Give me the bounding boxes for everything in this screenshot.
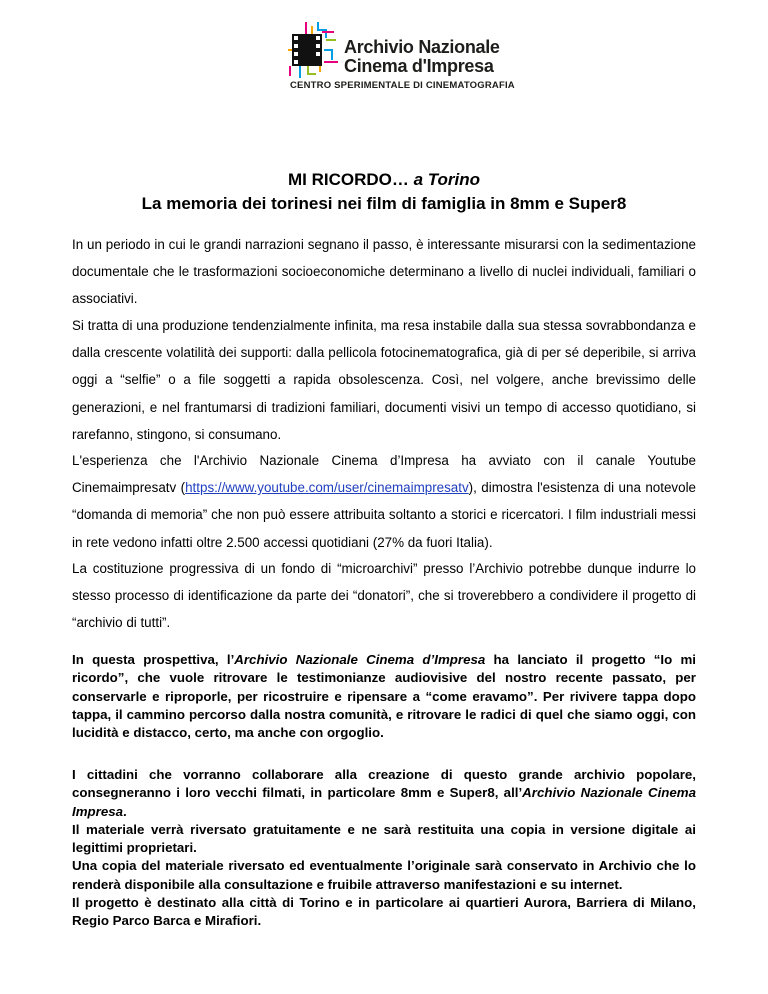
- paragraph-production: Si tratta di una produzione tendenzialmente infinita, ma resa instabile dalla sua stessa sovrabbondanza e dalla crescente volatilità dei supporti: dalla pellicola fotocinematografica, già di per sé deperibile, si arriva oggi a “selfie” o a file soggetti a rapida obsolescenza. Così, nel volgere, anche brevissimo delle generazioni, e nel frantumarsi di tradizioni familiari, documenti visivi un tempo di accesso quotidiano, si rarefanno, stingono, si consumano.: [72, 318, 696, 442]
- title-italic: a Torino: [413, 170, 481, 189]
- film-strip-logo-icon: [282, 20, 352, 80]
- project-after: ha lanciato il progetto “Io mi ricordo”, che vuole ritrovare le testimonianze audiovisive del nostro recente passato, per conservarle e riproporle, per ricostruire e ripensare a “come eravamo”. Per rivivere tappa dopo tappa, il cammino percorso dalla nostra comunità, e ritrovare le radici di quel che siamo oggi, con lucidità e distacco, certo, ma anche con orgoglio.: [72, 652, 696, 741]
- title-main: MI RICORDO…: [287, 170, 414, 189]
- paragraph-youtube-after: ), dimostra l'esistenza di una notevole “domanda di memoria” che non può essere attribuita soltanto a storici e ricercatori. I film industriali messi in rete vedono infatti oltre 2.500 accessi quotidiani (27% da fuori Italia).: [72, 480, 696, 550]
- youtube-channel-link[interactable]: https://www.youtube.com/user/cinemaimpresatv: [185, 480, 469, 496]
- logo-text-archive: Archivio Nazionale: [344, 37, 500, 57]
- paragraph-project: [72, 651, 696, 742]
- participation-s1-after: .: [123, 803, 127, 819]
- document-subtitle: La memoria dei torinesi nei film di famiglia in 8mm e Super8: [141, 194, 627, 213]
- paragraph-youtube-before: L'esperienza che l'Archivio Nazionale Cinema d’Impresa ha avviato con il canale Youtube Cinemaimpresatv (: [72, 453, 696, 496]
- paragraph-youtube: [72, 447, 696, 556]
- participation-archive-name: Archivio Nazionale Cinema Impresa: [72, 785, 696, 819]
- participation-sentence-2: Il materiale verrà riversato gratuitamente e ne sarà restituita una copia in versione digitale ai legittimi proprietari.: [72, 821, 696, 856]
- logo-text-centro: CENTRO SPERIMENTALE DI CINEMATOGRAFIA: [290, 80, 515, 91]
- participation-sentence-1: [72, 766, 696, 821]
- document-title: [0, 170, 768, 190]
- logo-text-cinema: Cinema d'Impresa: [344, 56, 494, 76]
- paragraph-microarchives: La costituzione progressiva di un fondo di “microarchivi” presso l’Archivio potrebbe dunque indurre lo stesso processo di identificazione da parte dei “donatori”, che si troverebbero a condividere il progetto di “archivio di tutti”.: [72, 561, 696, 631]
- paragraph-intro: In un periodo in cui le grandi narrazioni segnano il passo, è interessante misurarsi con la sedimentazione documentale che le trasformazioni socioeconomiche determinano a livello di nuclei individuali, familiari o associativi.: [72, 237, 696, 307]
- project-archive-name: Archivio Nazionale Cinema d’Impresa: [234, 652, 486, 667]
- paragraph-participation: [72, 766, 696, 931]
- participation-sentence-4: Il progetto è destinato alla città di Torino e in particolare ai quartieri Aurora, Barriera di Milano, Regio Parco Barca e Mirafiori.: [72, 895, 696, 929]
- archive-logo: [282, 20, 515, 98]
- project-before: In questa prospettiva, l’: [72, 652, 235, 667]
- participation-sentence-3: Una copia del materiale riversato ed eventualmente l’originale sarà conservato in Archivio che lo renderà disponibile alla consultazione e fruibile attraverso manifestazioni e su internet.: [72, 858, 696, 892]
- participation-s1-before: I cittadini che vorranno collaborare alla creazione di questo grande archivio popolare, consegneranno i loro vecchi filmati, in particolare 8mm e Super8, all’: [72, 767, 696, 801]
